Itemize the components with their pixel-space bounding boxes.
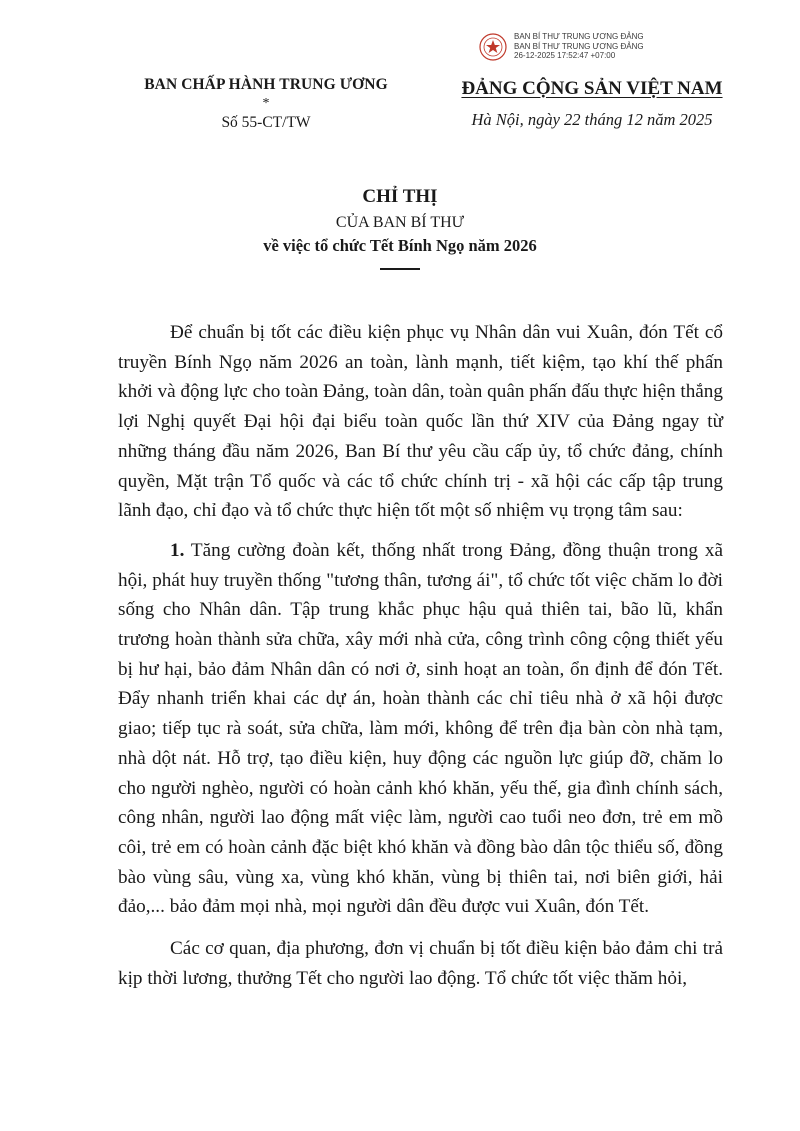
issuing-authority-block bbox=[96, 76, 436, 132]
seal-icon bbox=[478, 32, 508, 62]
item-number: 1. bbox=[170, 539, 185, 561]
star-divider: * bbox=[262, 96, 270, 111]
document-body bbox=[118, 318, 723, 993]
paragraph-intro: Để chuẩn bị tốt các điều kiện phục vụ Nhân dân vui Xuân, đón Tết cổ truyền Bính Ngọ năm 2026 an toàn, lành mạnh, tiết kiệm, tạo khí thế phấn khởi và động lực cho toàn Đảng, toàn dân, toàn quân phấn đấu thực hiện thắng lợi Nghị quyết Đại hội đại biểu toàn quốc lần thứ XIV của Đảng ngay từ những tháng đầu năm 2026, Ban Bí thư yêu cầu cấp ủy, tổ chức đảng, chính quyền, Mặt trận Tổ quốc và các tổ chức chính trị - xã hội các cấp tập trung lãnh đạo, chỉ đạo và tổ chức thực hiện tốt một số nhiệm vụ trọng tâm sau: bbox=[118, 322, 723, 522]
paragraph-item-1 bbox=[118, 536, 723, 922]
document-type: CHỈ THỊ bbox=[362, 186, 438, 207]
title-divider bbox=[380, 268, 420, 270]
document-title-block bbox=[0, 186, 800, 270]
paragraph-continued: Các cơ quan, địa phương, đơn vị chuẩn bị tốt điều kiện bảo đảm chi trả kịp thời lương, thưởng Tết cho người lao động. Tổ chức tốt việc thăm hỏi, bbox=[118, 938, 723, 989]
party-name: ĐẢNG CỘNG SẢN VIỆT NAM bbox=[461, 78, 723, 99]
document-subject: về việc tổ chức Tết Bính Ngọ năm 2026 bbox=[263, 236, 537, 255]
organization-name: BAN CHẤP HÀNH TRUNG ƯƠNG bbox=[144, 76, 388, 93]
document-number: Số 55-CT/TW bbox=[221, 114, 311, 131]
stamp-line: BAN BÍ THƯ TRUNG ƯƠNG ĐẢNG bbox=[514, 41, 644, 51]
stamp-text bbox=[514, 32, 644, 61]
stamp-timestamp: 26-12-2025 17:52:47 +07:00 bbox=[514, 51, 616, 60]
document-issuer: CỦA BAN BÍ THƯ bbox=[335, 214, 465, 231]
stamp-line: BAN BÍ THƯ TRUNG ƯƠNG ĐẢNG bbox=[514, 32, 644, 41]
digital-signature-stamp bbox=[478, 28, 718, 70]
national-header-block bbox=[442, 78, 742, 130]
item-text: Tăng cường đoàn kết, thống nhất trong Đảng, đồng thuận trong xã hội, phát huy truyền thống "tương thân, tương ái", tổ chức tốt việc chăm lo đời sống cho Nhân dân. Tập trung khắc phục hậu quả thiên tai, bão lũ, khẩn trương hoàn thành sửa chữa, xây mới nhà cửa, công trình công cộng thiết yếu bị hư hại, bảo đảm Nhân dân có nơi ở, sinh hoạt an toàn, ổn định để đón Tết. Đẩy nhanh triển khai các dự án, hoàn thành các chỉ tiêu nhà ở xã hội được giao; tiếp tục rà soát, sửa chữa, làm mới, không để trên địa bàn còn nhà tạm, nhà dột nát. Hỗ trợ, tạo điều kiện, huy động các nguồn lực giúp đỡ, chăm lo cho người nghèo, người có hoàn cảnh khó khăn, yếu thế, gia đình chính sách, công nhân, người lao động mất việc làm, người cao tuổi neo đơn, trẻ em mồ côi, trẻ em có hoàn cảnh đặc biệt khó khăn và đồng bào dân tộc thiểu số, đồng bào vùng sâu, vùng xa, vùng khó khăn, vùng bị thiên tai, nơi biên giới, hải đảo,... bảo đảm mọi nhà, mọi người dân đều được vui Xuân, đón Tết. bbox=[118, 539, 723, 918]
place-date: Hà Nội, ngày 22 tháng 12 năm 2025 bbox=[471, 110, 713, 129]
